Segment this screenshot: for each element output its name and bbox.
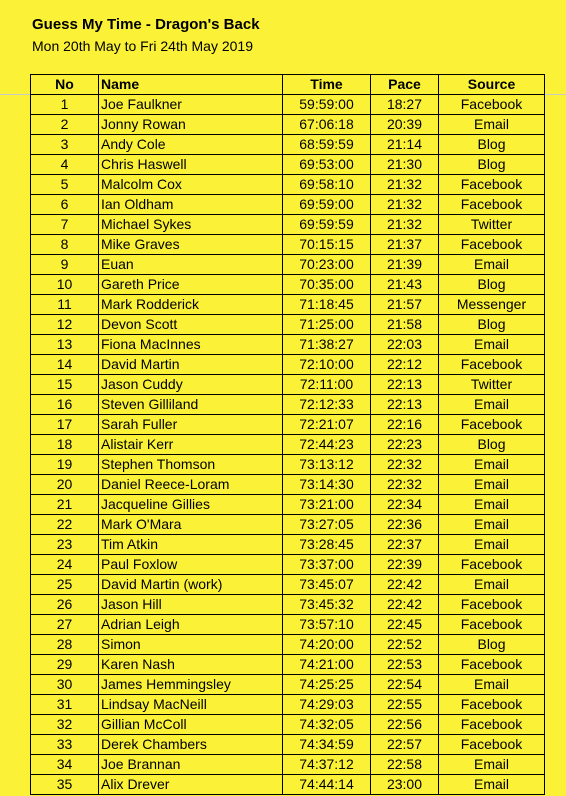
cell-time: 73:45:32 [283, 595, 371, 615]
cell-time: 72:11:00 [283, 375, 371, 395]
cell-time: 74:29:03 [283, 695, 371, 715]
cell-source: Blog [439, 155, 545, 175]
cell-no: 16 [31, 395, 99, 415]
cell-pace: 22:36 [371, 515, 439, 535]
cell-time: 74:34:59 [283, 735, 371, 755]
table-row [31, 355, 545, 375]
cell-time: 72:21:07 [283, 415, 371, 435]
cell-no: 29 [31, 655, 99, 675]
cell-name: Michael Sykes [99, 215, 283, 235]
cell-time: 69:59:59 [283, 215, 371, 235]
cell-pace: 22:42 [371, 575, 439, 595]
cell-name: James Hemmingsley [99, 675, 283, 695]
cell-name: Joe Brannan [99, 755, 283, 775]
document-title: Guess My Time - Dragon's Back [32, 16, 260, 33]
cell-time: 74:25:25 [283, 675, 371, 695]
cell-name: Alistair Kerr [99, 435, 283, 455]
cell-no: 26 [31, 595, 99, 615]
cell-no: 13 [31, 335, 99, 355]
cell-time: 73:21:00 [283, 495, 371, 515]
table-row [31, 255, 545, 275]
cell-no: 9 [31, 255, 99, 275]
table-row [31, 115, 545, 135]
cell-source: Facebook [439, 355, 545, 375]
cell-no: 19 [31, 455, 99, 475]
table-row [31, 315, 545, 335]
cell-source: Facebook [439, 735, 545, 755]
cell-pace: 22:56 [371, 715, 439, 735]
cell-source: Facebook [439, 695, 545, 715]
cell-name: Paul Foxlow [99, 555, 283, 575]
cell-pace: 21:32 [371, 195, 439, 215]
cell-name: David Martin [99, 355, 283, 375]
cell-name: Karen Nash [99, 655, 283, 675]
cell-time: 73:13:12 [283, 455, 371, 475]
cell-pace: 21:43 [371, 275, 439, 295]
cell-name: Mike Graves [99, 235, 283, 255]
cell-pace: 22:39 [371, 555, 439, 575]
column-header-pace: Pace [371, 75, 439, 95]
column-header-source: Source [439, 75, 545, 95]
cell-no: 33 [31, 735, 99, 755]
cell-source: Twitter [439, 215, 545, 235]
cell-time: 67:06:18 [283, 115, 371, 135]
table-header-row [31, 75, 545, 95]
cell-no: 23 [31, 535, 99, 555]
cell-time: 73:57:10 [283, 615, 371, 635]
cell-pace: 22:37 [371, 535, 439, 555]
cell-time: 69:58:10 [283, 175, 371, 195]
cell-time: 71:18:45 [283, 295, 371, 315]
column-header-name: Name [99, 75, 283, 95]
cell-source: Facebook [439, 715, 545, 735]
cell-no: 35 [31, 775, 99, 795]
cell-source: Email [439, 475, 545, 495]
cell-pace: 21:32 [371, 175, 439, 195]
table-row [31, 655, 545, 675]
cell-time: 74:44:14 [283, 775, 371, 795]
cell-source: Email [439, 755, 545, 775]
cell-pace: 22:13 [371, 395, 439, 415]
cell-pace: 20:39 [371, 115, 439, 135]
cell-time: 70:15:15 [283, 235, 371, 255]
cell-no: 11 [31, 295, 99, 315]
table-row [31, 515, 545, 535]
cell-pace: 22:52 [371, 635, 439, 655]
cell-name: Simon [99, 635, 283, 655]
cell-name: Jonny Rowan [99, 115, 283, 135]
cell-pace: 22:16 [371, 415, 439, 435]
cell-name: Andy Cole [99, 135, 283, 155]
table-row [31, 95, 545, 115]
cell-no: 6 [31, 195, 99, 215]
cell-source: Blog [439, 635, 545, 655]
cell-no: 14 [31, 355, 99, 375]
table-row [31, 135, 545, 155]
cell-name: Alix Drever [99, 775, 283, 795]
column-header-no: No [31, 75, 99, 95]
cell-source: Email [439, 255, 545, 275]
cell-source: Facebook [439, 655, 545, 675]
cell-name: Adrian Leigh [99, 615, 283, 635]
cell-name: Derek Chambers [99, 735, 283, 755]
cell-time: 73:45:07 [283, 575, 371, 595]
cell-no: 30 [31, 675, 99, 695]
cell-source: Facebook [439, 235, 545, 255]
cell-source: Email [439, 515, 545, 535]
cell-time: 72:44:23 [283, 435, 371, 455]
table-row [31, 435, 545, 455]
cell-name: Chris Haswell [99, 155, 283, 175]
cell-pace: 22:03 [371, 335, 439, 355]
cell-time: 69:59:00 [283, 195, 371, 215]
table-row [31, 695, 545, 715]
cell-time: 70:35:00 [283, 275, 371, 295]
cell-no: 7 [31, 215, 99, 235]
cell-pace: 22:32 [371, 475, 439, 495]
table-row [31, 455, 545, 475]
table-row [31, 595, 545, 615]
cell-source: Blog [439, 435, 545, 455]
cell-pace: 22:45 [371, 615, 439, 635]
cell-source: Email [439, 675, 545, 695]
cell-time: 73:37:00 [283, 555, 371, 575]
cell-time: 72:12:33 [283, 395, 371, 415]
table-row [31, 195, 545, 215]
cell-no: 21 [31, 495, 99, 515]
cell-time: 73:28:45 [283, 535, 371, 555]
cell-name: Lindsay MacNeill [99, 695, 283, 715]
table-row [31, 755, 545, 775]
table-row [31, 235, 545, 255]
cell-time: 72:10:00 [283, 355, 371, 375]
cell-name: Jacqueline Gillies [99, 495, 283, 515]
table-row [31, 635, 545, 655]
column-header-time: Time [283, 75, 371, 95]
cell-name: Gillian McColl [99, 715, 283, 735]
document-subtitle: Mon 20th May to Fri 24th May 2019 [32, 38, 253, 54]
cell-no: 10 [31, 275, 99, 295]
cell-source: Email [439, 495, 545, 515]
cell-no: 17 [31, 415, 99, 435]
table-row [31, 395, 545, 415]
cell-name: Mark O'Mara [99, 515, 283, 535]
cell-no: 1 [31, 95, 99, 115]
cell-name: Mark Rodderick [99, 295, 283, 315]
cell-pace: 22:54 [371, 675, 439, 695]
cell-source: Email [439, 115, 545, 135]
cell-source: Messenger [439, 295, 545, 315]
table-row [31, 415, 545, 435]
cell-name: Jason Hill [99, 595, 283, 615]
cell-no: 8 [31, 235, 99, 255]
cell-name: Gareth Price [99, 275, 283, 295]
cell-name: Euan [99, 255, 283, 275]
cell-pace: 21:37 [371, 235, 439, 255]
cell-pace: 22:57 [371, 735, 439, 755]
table-body [31, 95, 545, 795]
cell-name: Daniel Reece-Loram [99, 475, 283, 495]
cell-no: 28 [31, 635, 99, 655]
cell-time: 70:23:00 [283, 255, 371, 275]
cell-time: 71:38:27 [283, 335, 371, 355]
cell-pace: 22:12 [371, 355, 439, 375]
cell-no: 24 [31, 555, 99, 575]
cell-name: Malcolm Cox [99, 175, 283, 195]
cell-no: 12 [31, 315, 99, 335]
cell-name: Ian Oldham [99, 195, 283, 215]
table-row [31, 275, 545, 295]
cell-time: 74:37:12 [283, 755, 371, 775]
table-row [31, 555, 545, 575]
table-row [31, 175, 545, 195]
cell-pace: 21:57 [371, 295, 439, 315]
table-row [31, 215, 545, 235]
cell-source: Email [439, 575, 545, 595]
cell-time: 69:53:00 [283, 155, 371, 175]
cell-name: Jason Cuddy [99, 375, 283, 395]
cell-source: Twitter [439, 375, 545, 395]
cell-pace: 22:55 [371, 695, 439, 715]
cell-no: 15 [31, 375, 99, 395]
cell-source: Email [439, 535, 545, 555]
table-row [31, 375, 545, 395]
cell-name: David Martin (work) [99, 575, 283, 595]
cell-pace: 22:23 [371, 435, 439, 455]
cell-name: Tim Atkin [99, 535, 283, 555]
cell-pace: 21:14 [371, 135, 439, 155]
cell-time: 68:59:59 [283, 135, 371, 155]
cell-time: 74:32:05 [283, 715, 371, 735]
cell-time: 73:14:30 [283, 475, 371, 495]
cell-name: Joe Faulkner [99, 95, 283, 115]
cell-pace: 18:27 [371, 95, 439, 115]
cell-pace: 22:34 [371, 495, 439, 515]
table-row [31, 155, 545, 175]
cell-time: 73:27:05 [283, 515, 371, 535]
table-row [31, 335, 545, 355]
cell-pace: 21:32 [371, 215, 439, 235]
cell-source: Facebook [439, 195, 545, 215]
table-row [31, 715, 545, 735]
cell-source: Email [439, 335, 545, 355]
cell-pace: 22:58 [371, 755, 439, 775]
cell-pace: 23:00 [371, 775, 439, 795]
cell-name: Sarah Fuller [99, 415, 283, 435]
cell-source: Facebook [439, 595, 545, 615]
cell-no: 5 [31, 175, 99, 195]
cell-name: Stephen Thomson [99, 455, 283, 475]
table-row [31, 535, 545, 555]
cell-source: Email [439, 775, 545, 795]
cell-time: 71:25:00 [283, 315, 371, 335]
cell-pace: 21:58 [371, 315, 439, 335]
cell-pace: 22:42 [371, 595, 439, 615]
cell-no: 20 [31, 475, 99, 495]
cell-name: Steven Gilliland [99, 395, 283, 415]
table-row [31, 775, 545, 795]
cell-source: Facebook [439, 615, 545, 635]
cell-source: Facebook [439, 175, 545, 195]
cell-no: 2 [31, 115, 99, 135]
cell-no: 22 [31, 515, 99, 535]
cell-no: 3 [31, 135, 99, 155]
cell-time: 59:59:00 [283, 95, 371, 115]
cell-pace: 22:53 [371, 655, 439, 675]
cell-source: Blog [439, 315, 545, 335]
cell-time: 74:21:00 [283, 655, 371, 675]
cell-pace: 22:13 [371, 375, 439, 395]
cell-no: 27 [31, 615, 99, 635]
cell-name: Devon Scott [99, 315, 283, 335]
cell-pace: 21:39 [371, 255, 439, 275]
cell-pace: 22:32 [371, 455, 439, 475]
cell-source: Facebook [439, 95, 545, 115]
cell-pace: 21:30 [371, 155, 439, 175]
cell-no: 34 [31, 755, 99, 775]
cell-time: 74:20:00 [283, 635, 371, 655]
cell-source: Facebook [439, 555, 545, 575]
table-row [31, 735, 545, 755]
cell-source: Blog [439, 135, 545, 155]
cell-no: 18 [31, 435, 99, 455]
table-row [31, 675, 545, 695]
table-row [31, 495, 545, 515]
cell-no: 4 [31, 155, 99, 175]
cell-source: Email [439, 395, 545, 415]
cell-no: 32 [31, 715, 99, 735]
cell-no: 31 [31, 695, 99, 715]
cell-name: Fiona MacInnes [99, 335, 283, 355]
cell-source: Blog [439, 275, 545, 295]
table-row [31, 575, 545, 595]
cell-no: 25 [31, 575, 99, 595]
table-row [31, 615, 545, 635]
results-table [30, 74, 545, 795]
table-row [31, 295, 545, 315]
cell-source: Facebook [439, 415, 545, 435]
table-row [31, 475, 545, 495]
cell-source: Email [439, 455, 545, 475]
